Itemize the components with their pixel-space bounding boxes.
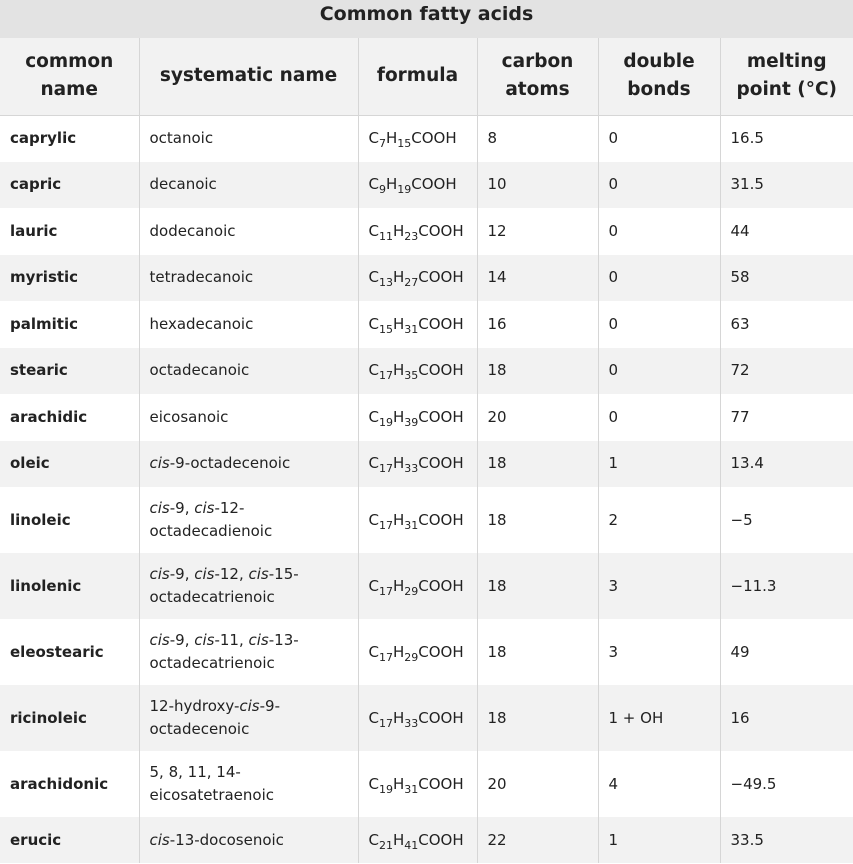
common-name-cell: eleostearic	[0, 619, 139, 685]
formula-cell: $C_{17}H_{33}COOH$	[358, 685, 477, 751]
carbon-atoms-cell: 12	[477, 208, 598, 255]
carbon-atoms-cell: 18	[477, 487, 598, 553]
carbon-atoms-cell: 18	[477, 348, 598, 395]
table-row	[0, 487, 853, 553]
common-name-cell: erucic	[0, 817, 139, 863]
carbon-atoms-cell: 22	[477, 817, 598, 863]
systematic-name-cell: 12-hydroxy-cis-9- octadecenoic	[139, 685, 358, 751]
carbon-atoms-cell: 18	[477, 441, 598, 488]
double-bonds-cell: 1 + OH	[598, 685, 720, 751]
melting-point-cell: 44	[730, 221, 750, 240]
common-name-cell: palmitic	[0, 301, 139, 348]
common-name-cell: arachidic	[0, 394, 139, 441]
carbon-atoms-cell: 16	[477, 301, 598, 348]
systematic-name-cell: eicosanoic	[139, 394, 358, 441]
carbon-atoms-cell: 8	[477, 115, 598, 162]
melting-point-cell: −5	[730, 510, 753, 529]
melting-point-cell: 13.4	[720, 441, 853, 488]
double-bonds-cell: 0	[598, 348, 720, 395]
melting-point-cell: 31.5	[720, 162, 853, 209]
double-bonds-cell: 3	[598, 553, 720, 619]
double-bonds-cell: 0	[598, 255, 720, 302]
formula-cell: $C_{15}H_{31}COOH$	[358, 301, 477, 348]
table-row	[0, 348, 853, 395]
double-bonds-cell: 0	[598, 301, 720, 348]
formula-cell: $C_{17}H_{31}COOH$	[358, 487, 477, 553]
systematic-name-cell: cis-9, cis-11, cis-13- octadecatrienoic	[139, 619, 358, 685]
table-title: Common fatty acids	[0, 0, 853, 38]
common-name-cell: lauric	[0, 208, 139, 255]
systematic-name-cell: decanoic	[139, 162, 358, 209]
table-row	[0, 394, 853, 441]
formula-cell: $C_{17}H_{29}COOH$	[358, 619, 477, 685]
double-bonds-cell: 0	[598, 394, 720, 441]
header-melting-point: melting point (°C)	[720, 38, 853, 115]
melting-point-cell: 49	[730, 642, 750, 661]
common-name-cell: arachidonic	[0, 751, 139, 817]
common-name-cell: myristic	[0, 255, 139, 302]
formula-cell: $C_{17}H_{35}COOH$	[358, 348, 477, 395]
formula-cell: $C_{17}H_{33}COOH$	[358, 441, 477, 488]
common-name-cell: linoleic	[0, 487, 139, 553]
double-bonds-cell: 4	[598, 751, 720, 817]
carbon-atoms-cell: 18	[477, 619, 598, 685]
table-row	[0, 208, 853, 255]
formula-cell: $C_{21}H_{41}COOH$	[358, 817, 477, 863]
carbon-atoms-cell: 20	[477, 751, 598, 817]
table-row	[0, 751, 853, 817]
table-row	[0, 162, 853, 209]
carbon-atoms-cell: 18	[477, 553, 598, 619]
double-bonds-cell: 1	[598, 441, 720, 488]
systematic-name-cell: cis-9-octadecenoic	[139, 441, 358, 488]
table-row	[0, 301, 853, 348]
carbon-atoms-cell: 10	[477, 162, 598, 209]
table-row	[0, 553, 853, 619]
header-double-bonds: double bonds	[598, 38, 720, 115]
double-bonds-cell: 3	[598, 619, 720, 685]
melting-point-cell: −11.3	[720, 553, 853, 619]
formula-cell: $C_{11}H_{23}COOH$	[358, 208, 477, 255]
melting-point-cell: 63	[730, 314, 750, 333]
formula-cell: $C_{19}H_{31}COOH$	[358, 751, 477, 817]
double-bonds-cell: 0	[598, 162, 720, 209]
melting-point-cell: 77	[730, 407, 750, 426]
melting-point-cell: 16	[720, 685, 853, 751]
double-bonds-cell: 0	[598, 115, 720, 162]
table-row	[0, 817, 853, 863]
formula-cell: $C_9H_{19}COOH$	[358, 162, 477, 209]
common-name-cell: oleic	[0, 441, 139, 488]
formula-cell: $C_{13}H_{27}COOH$	[358, 255, 477, 302]
melting-point-cell: 16.5	[730, 129, 764, 147]
common-name-cell: stearic	[0, 348, 139, 395]
table-row	[0, 115, 853, 162]
systematic-name-cell: octadecanoic	[139, 348, 358, 395]
table-row	[0, 441, 853, 488]
melting-point-cell: 33.5	[720, 817, 853, 863]
carbon-atoms-cell: 14	[477, 255, 598, 302]
systematic-name-cell: 5, 8, 11, 14- eicosatetraenoic	[139, 751, 358, 817]
header-formula: formula	[358, 38, 477, 115]
melting-point-cell: −49.5	[730, 774, 777, 793]
double-bonds-cell: 0	[598, 208, 720, 255]
formula-cell: $C_{17}H_{29}COOH$	[358, 553, 477, 619]
systematic-name-cell: cis-9, cis-12, cis-15- octadecatrienoic	[139, 553, 358, 619]
common-name-cell: linolenic	[0, 553, 139, 619]
header-row	[0, 38, 853, 115]
double-bonds-cell: 2	[598, 487, 720, 553]
formula-cell: $C_7H_{15}COOH$	[358, 115, 477, 162]
melting-point-cell: 58	[720, 255, 853, 302]
table-row	[0, 685, 853, 751]
formula-cell: $C_{19}H_{39}COOH$	[358, 394, 477, 441]
systematic-name-cell: octanoic	[139, 115, 358, 162]
systematic-name-cell: hexadecanoic	[139, 301, 358, 348]
carbon-atoms-cell: 18	[477, 685, 598, 751]
melting-point-cell: 72	[720, 348, 853, 395]
double-bonds-cell: 1	[598, 817, 720, 863]
systematic-name-cell: cis-9, cis-12- octadecadienoic	[139, 487, 358, 553]
systematic-name-cell: dodecanoic	[139, 208, 358, 255]
systematic-name-cell: cis-13-docosenoic	[139, 817, 358, 863]
systematic-name-cell: tetradecanoic	[139, 255, 358, 302]
common-name-cell: ricinoleic	[0, 685, 139, 751]
header-systematic-name: systematic name	[139, 38, 358, 115]
table-row	[0, 619, 853, 685]
carbon-atoms-cell: 20	[477, 394, 598, 441]
common-name-cell: capric	[0, 162, 139, 209]
header-carbon-atoms: carbon atoms	[477, 38, 598, 115]
table-row	[0, 255, 853, 302]
header-common-name: common name	[0, 38, 139, 115]
common-name-cell: caprylic	[0, 115, 139, 162]
